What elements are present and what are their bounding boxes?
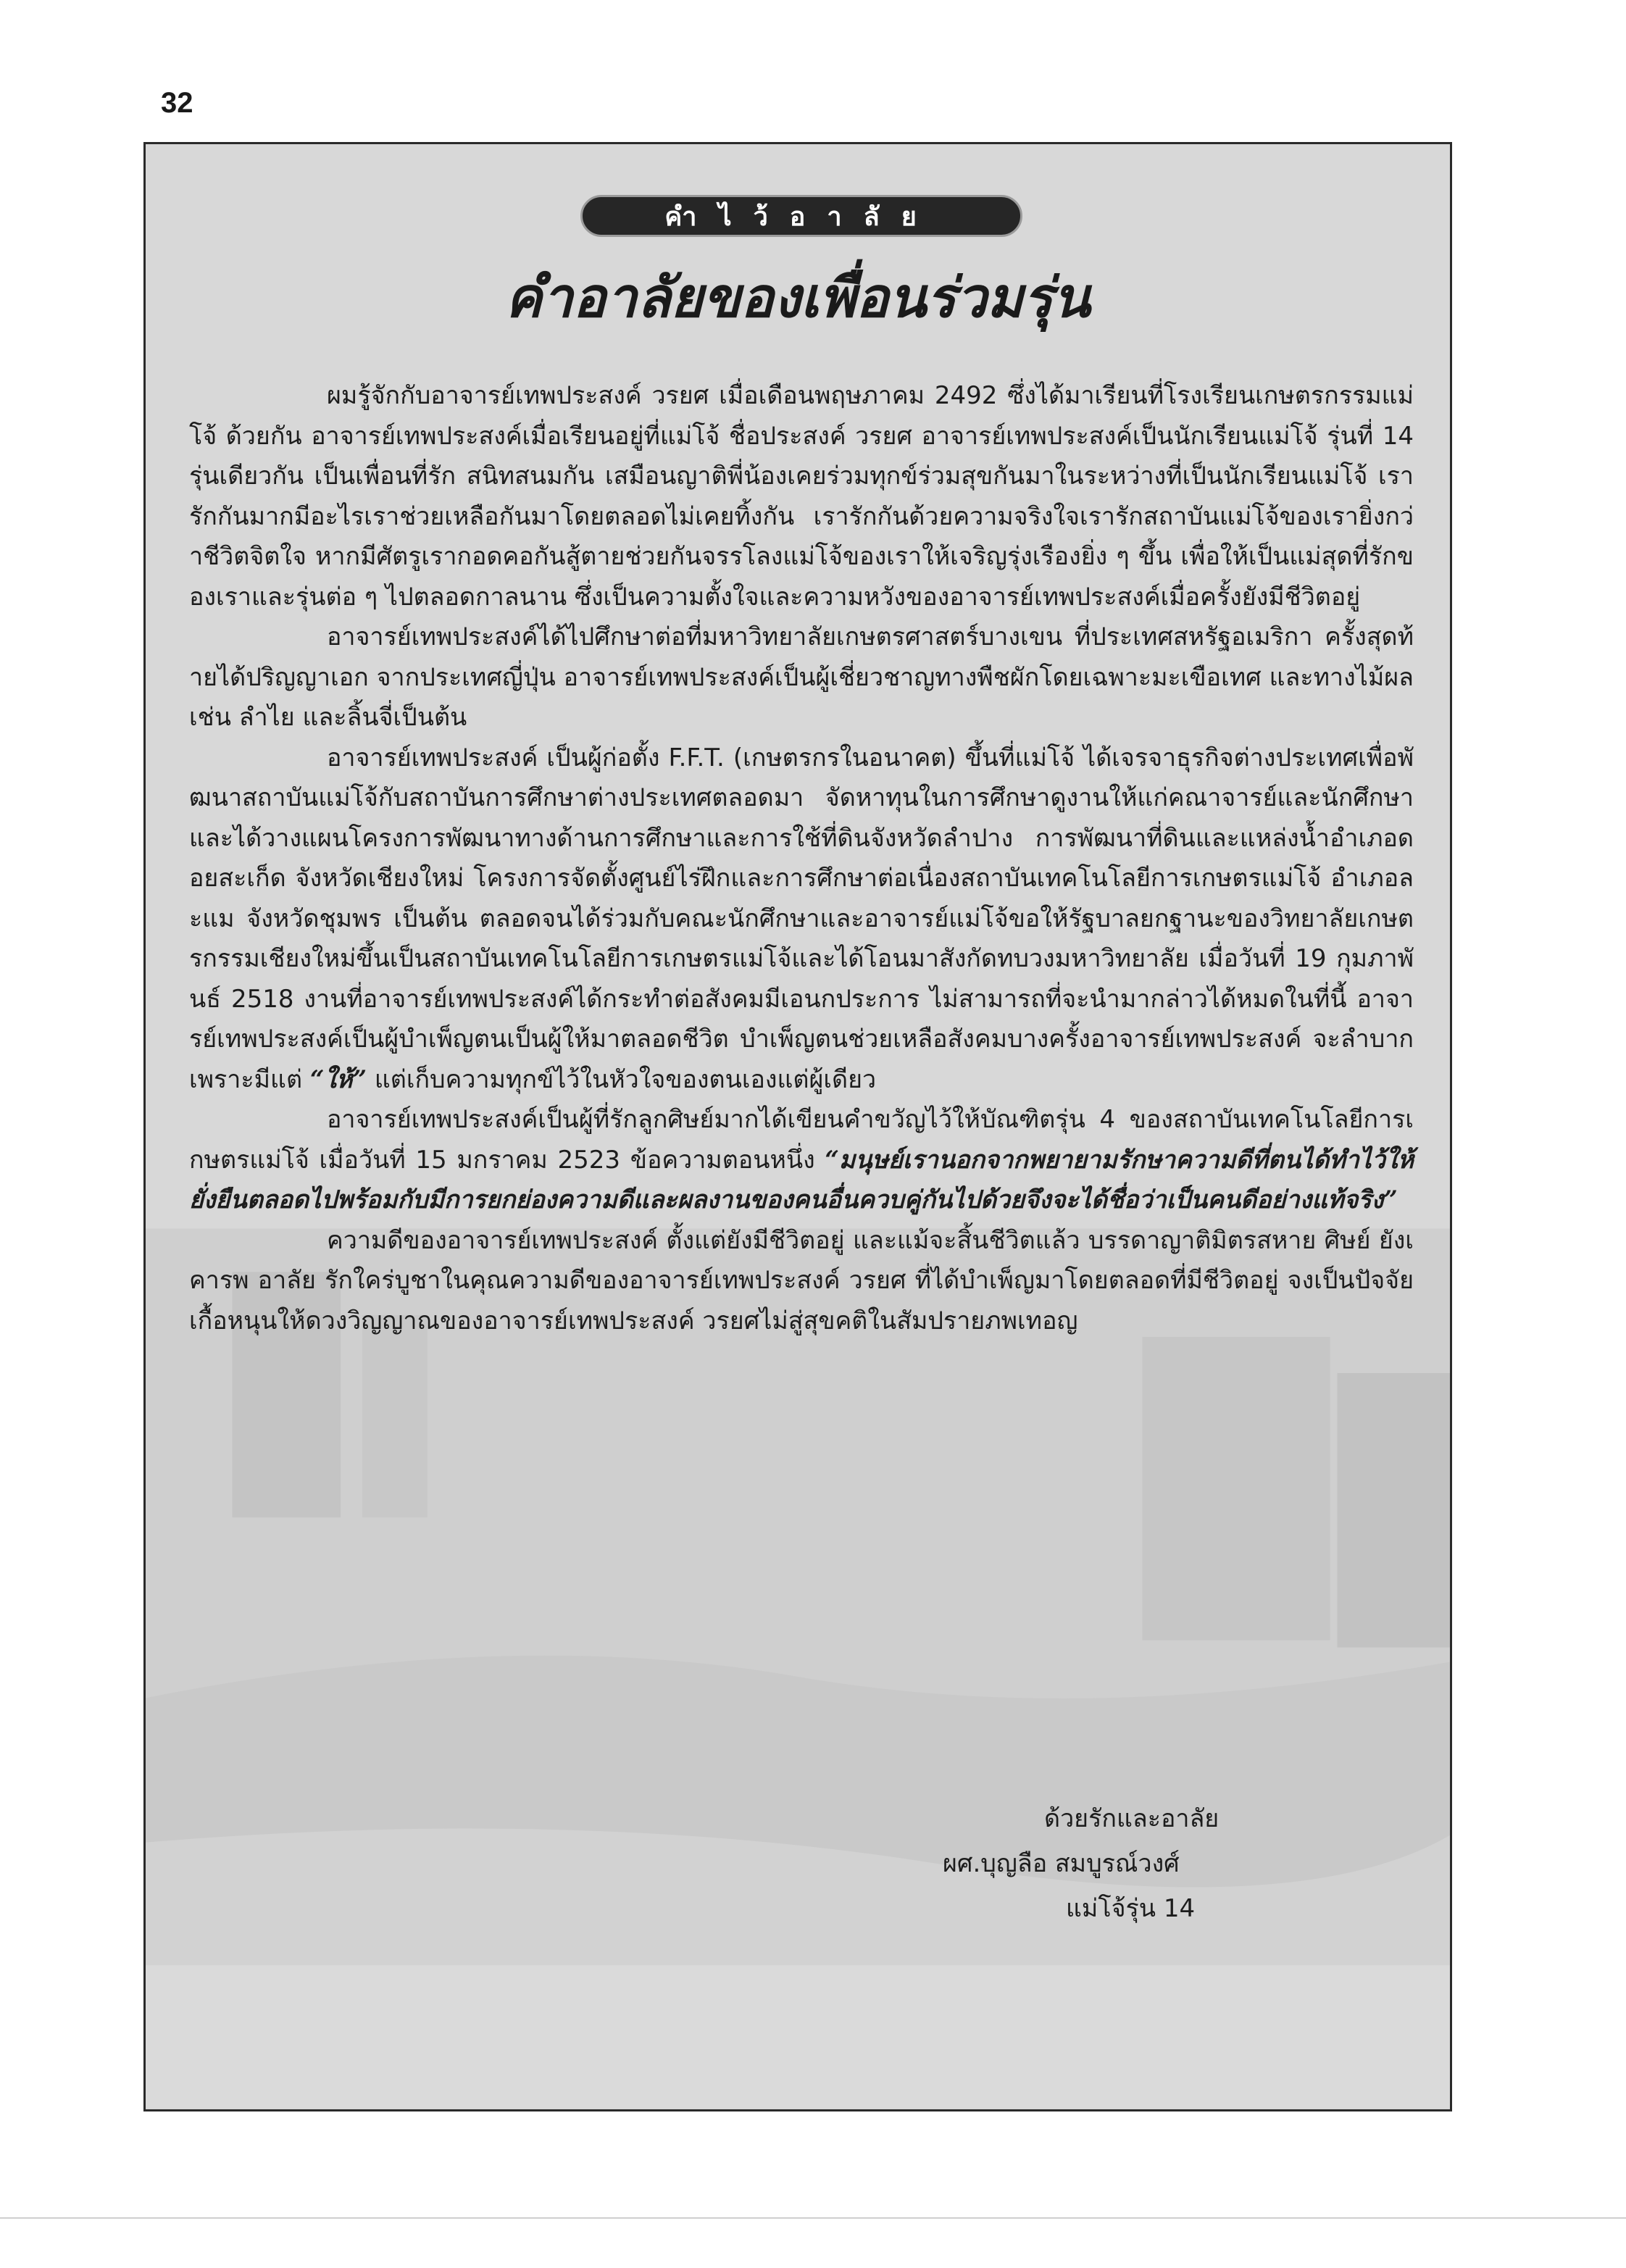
- paragraph-1: ผมรู้จักกับอาจารย์เทพประสงค์ วรยศ เมื่อเดือนพฤษภาคม 2492 ซึ่งได้มาเรียนที่โรงเรียนเกษตรกรรมแม่โจ้ ด้วยกัน อาจารย์เทพประสงค์เมื่อเรียนอยู่ที่แม่โจ้ ชื่อประสงค์ วรยศ อาจารย์เทพประสงค์เป็นนักเรียนแม่โจ้ รุ่นที่ 14 รุ่นเดียวกัน เป็นเพื่อนที่รัก สนิทสนมกัน เสมือนญาติพี่น้องเคยร่วมทุกข์ร่วมสุขกันมาในระหว่างที่เป็นนักเรียนแม่โจ้ เรารักกันมากมีอะไรเราช่วยเหลือกันมาโดยตลอดไม่เคยทิ้งกัน เรารักกันด้วยความจริงใจเรารักสถาบันแม่โจ้ของเรายิ่งกว่าชีวิตจิตใจ หากมีศัตรูเรากอดคอกันสู้ตายช่วยกันจรรโลงแม่โจ้ของเราให้เจริญรุ่งเรืองยิ่ง ๆ ขึ้น เพื่อให้เป็นแม่สุดที่รักของเราและรุ่นต่อ ๆ ไปตลอดกาลนาน ซึ่งเป็นความตั้งใจและความหวังของอาจารย์เทพประสงค์เมื่อครั้งยังมีชีวิตอยู่: [189, 381, 1414, 612]
- signature-block: [943, 1796, 1348, 1931]
- tribute-frame: [143, 142, 1452, 2111]
- paragraph-3-end: แต่เก็บความทุกข์ไว้ในหัวใจของตนเองแต่ผู้เดียว: [374, 1064, 877, 1094]
- paragraph-3-text: อาจารย์เทพประสงค์ เป็นผู้ก่อตั้ง F.F.T. (เกษตรกรในอนาคต) ขึ้นที่แม่โจ้ ได้เจรจาธุรกิจต่างประเทศเพื่อพัฒนาสถาบันแม่โจ้กับสถาบันการศึกษาต่างประเทศตลอดมา จัดหาทุนในการศึกษาดูงานให้แก่คณาจารย์และนักศึกษา และได้วางแผนโครงการพัฒนาทางด้านการศึกษาและการใช้ที่ดินจังหวัดลำปาง การพัฒนาที่ดินและแหล่งน้ำอำเภอดอยสะเก็ด จังหวัดเชียงใหม่ โครงการจัดตั้งศูนย์ไร่ฝึกและการศึกษาต่อเนื่องสถาบันเทคโนโลยีการเกษตรแม่โจ้ อำเภอละแม จังหวัดชุมพร เป็นต้น ตลอดจนได้ร่วมกับคณะนักศึกษาและอาจารย์แม่โจ้ขอให้รัฐบาลยกฐานะของวิทยาลัยเกษตรกรรมเชียงใหม่ขึ้นเป็นสถาบันเทคโนโลยีการเกษตรแม่โจ้และได้โอนมาสังกัดทบวงมหาวิทยาลัย เมื่อวันที่ 19 กุมภาพันธ์ 2518 งานที่อาจารย์เทพประสงค์ได้กระทำต่อสังคมมีเอนกประการ ไม่สามารถที่จะนำมากล่าวได้หมดในที่นี้ อาจารย์เทพประสงค์เป็นผู้บำเพ็ญตนเป็นผู้ให้มาตลอดชีวิต บำเพ็ญตนช่วยเหลือสังคมบางครั้งอาจารย์เทพประสงค์ จะลำบากเพราะมีแต่: [189, 743, 1414, 1094]
- signature-class: แม่โจ้รุ่น 14: [1066, 1894, 1196, 1923]
- article-title: คำอาลัยของเพื่อนร่วมรุ่น: [505, 265, 1091, 330]
- paragraph-5: ความดีของอาจารย์เทพประสงค์ ตั้งแต่ยังมีชีวิตอยู่ และแม้จะสิ้นชีวิตแล้ว บรรดาญาติมิตรสหาย ศิษย์ ยังเคารพ อาลัย รักใคร่บูชาในคุณความดีของอาจารย์เทพประสงค์ วรยศ ที่ได้บำเพ็ญมาโดยตลอดที่มีชีวิตอยู่ จงเป็นปัจจัยเกื้อหนุนให้ดวงวิญญาณของอาจารย์เทพประสงค์ วรยศไม่สู่สุขคติในสัมปรายภพเทอญ: [189, 1225, 1414, 1335]
- section-banner: [580, 195, 1022, 237]
- tribute-content: [146, 144, 1450, 2109]
- signature-name: ผศ.บุญลือ สมบูรณ์วงศ์: [943, 1849, 1180, 1878]
- page-number: 32: [161, 87, 193, 119]
- banner-label: คำไว้อาลัย: [664, 201, 938, 232]
- paragraph-3-quote: “ให้”: [309, 1064, 367, 1094]
- paragraph-4-text: อาจารย์เทพประสงค์เป็นผู้ที่รักลูกศิษย์มากได้เขียนคำขวัญไว้ให้บัณฑิตรุ่น 4 ของสถาบันเทคโนโลยีการเกษตรแม่โจ้ เมื่อวันที่ 15 มกราคม 2523 ข้อความตอนหนึ่ง: [189, 1105, 1414, 1175]
- page-bottom-rule: [0, 2217, 1626, 2219]
- paragraph-2: อาจารย์เทพประสงค์ได้ไปศึกษาต่อที่มหาวิทยาลัยเกษตรศาสตร์บางเขน ที่ประเทศสหรัฐอเมริกา ครั้งสุดท้ายได้ปริญญาเอก จากประเทศญี่ปุ่น อาจารย์เทพประสงค์เป็นผู้เชี่ยวชาญทางพืชผักโดยเฉพาะมะเขือเทศ และทางไม้ผล เช่น ลำไย และลิ้นจี่เป็นต้น: [189, 622, 1414, 732]
- article-body: [189, 376, 1414, 1341]
- paragraph-3: [189, 738, 1414, 1101]
- signature-closing: ด้วยรักและอาลัย: [1044, 1804, 1220, 1833]
- paragraph-4-quote: “มนุษย์เรานอกจากพยายามรักษาความดีที่ตนได้ทำไว้ให้ยั่งยืนตลอดไปพร้อมกับมีการยกย่องความดีและผลงานของคนอื่นควบคู่กันไปด้วยจึงจะได้ชื่อว่าเป็นคนดีอย่างแท้จริง”: [189, 1145, 1414, 1214]
- paragraph-4: [189, 1100, 1414, 1221]
